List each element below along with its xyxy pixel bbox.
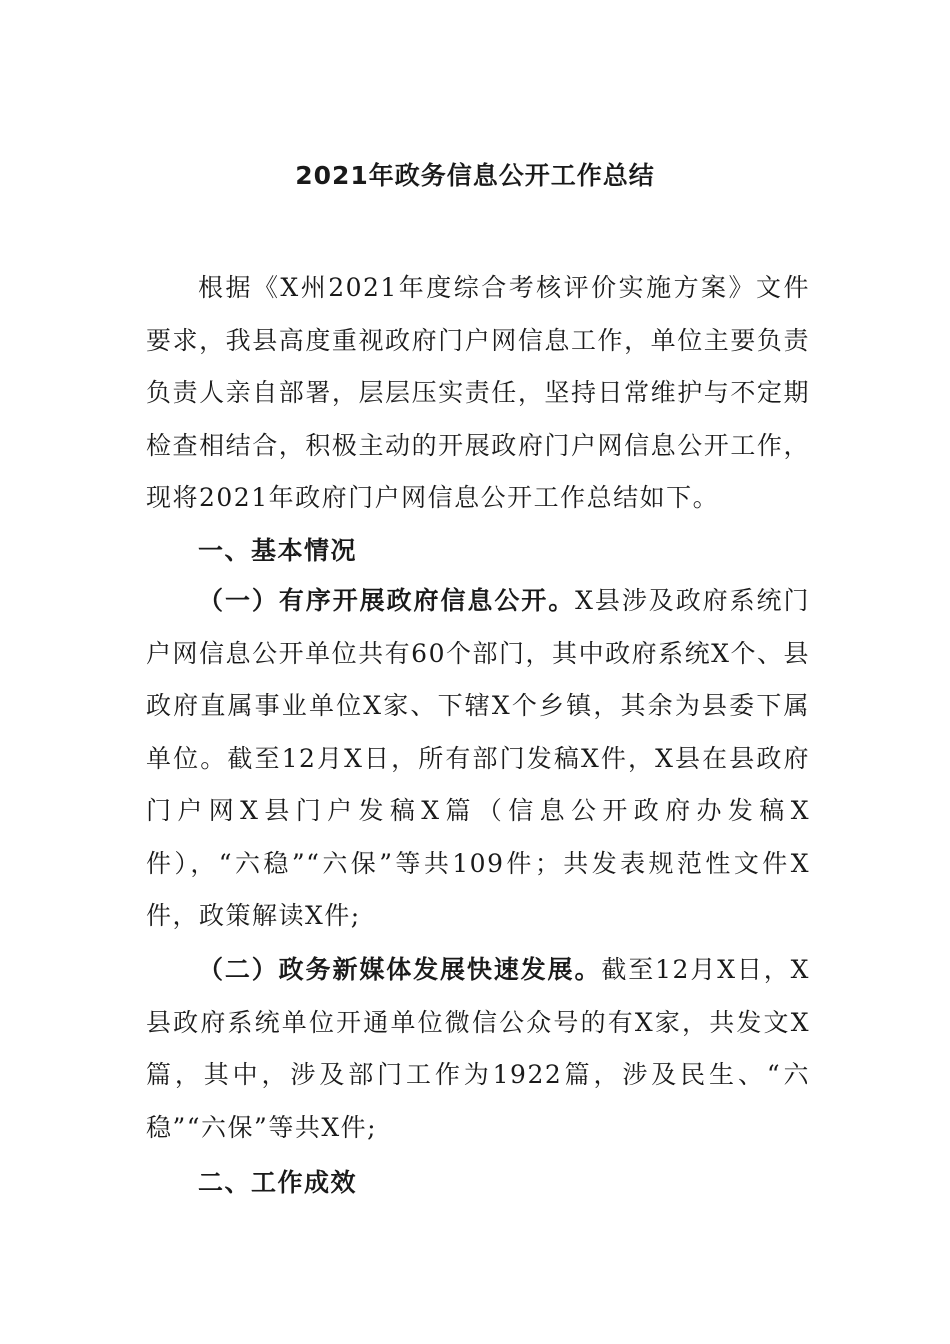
item-1-lead: （一）有序开展政府信息公开。 [198, 586, 576, 615]
document-title: 2021年政务信息公开工作总结 [295, 161, 655, 190]
section-heading-basic-situation: 一、基本情况 [198, 536, 358, 565]
intro-paragraph: 根据《X州2021年度综合考核评价实施方案》文件要求，我县高度重视政府门户网信息工作，单位主要负责负责人亲自部署，层层压实责任，坚持日常维护与不定期检查相结合，积极主动的开展政府门户网信息公开工作，现将2021年政府门户网信息公开工作总结如下。 [146, 273, 810, 512]
item-1-paragraph [146, 575, 810, 943]
section-heading-work-results: 二、工作成效 [198, 1168, 358, 1197]
item-1-text: X县涉及政府系统门户网信息公开单位共有60个部门，其中政府系统X个、县政府直属事业单位X家、下辖X个乡镇，其余为县委下属单位。截至12月X日，所有部门发稿X件，X县在县政府门户网X县门户发稿X篇（信息公开政府办发稿X件），“六稳”“六保”等共109件；共发表规范性文件X件，政策解读X件; [146, 586, 810, 930]
item-2-lead: （二）政务新媒体发展快速发展。 [198, 955, 602, 984]
item-2-text: 截至12月X日，X县政府系统单位开通单位微信公众号的有X家，共发文X篇，其中，涉及部门工作为1922篇，涉及民生、“六稳”“六保”等共X件; [146, 955, 810, 1142]
item-2-paragraph [146, 944, 810, 1154]
